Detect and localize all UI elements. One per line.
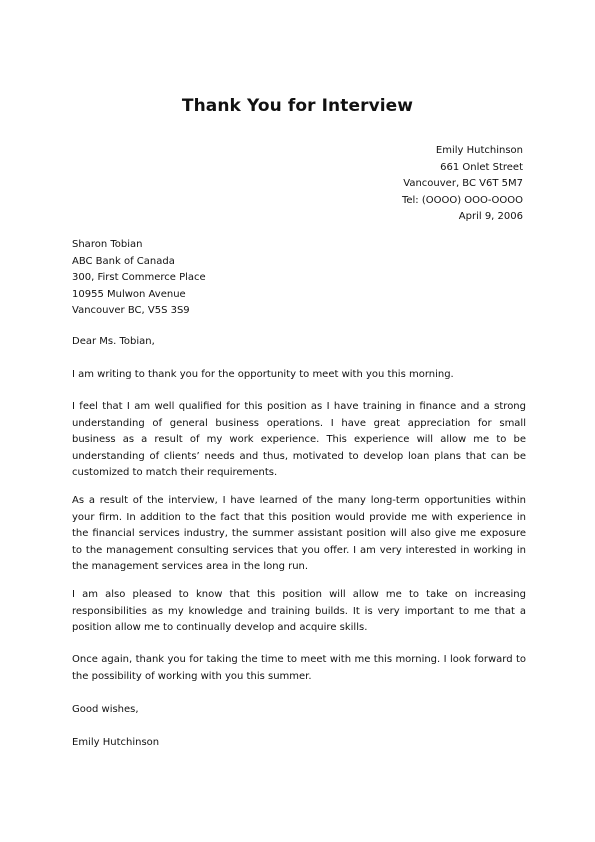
paragraph-5: Once again, thank you for taking the time to meet with me this morning. I look forward to the possibility of working with you this summer. (72, 654, 526, 682)
sender-block (223, 143, 523, 226)
letter-title: Thank You for Interview (181, 96, 414, 116)
paragraph-4: I am also pleased to know that this position will allow me to take on increasing responsibilities as my knowledge and training builds. It is very important to me that a position allow me to continually develop and acquire skills. (72, 589, 526, 634)
recipient-company: ABC Bank of Canada (72, 255, 175, 267)
paragraph-2: I feel that I am well qualified for this position as I have training in finance and a strong understanding of general business operations. I have great appreciation for small business as a result of my work experience. This experience will allow me to be understanding of clients’ needs and thus, motivated to develop loan plans that can be customized to match their requirements. (72, 401, 526, 479)
sender-street: 661 Onlet Street (440, 161, 523, 173)
paragraph-1: I am writing to thank you for the opportunity to meet with you this morning. (72, 369, 454, 380)
signature-name: Emily Hutchinson (72, 737, 160, 748)
closing: Good wishes, (72, 704, 139, 715)
sender-city: Vancouver, BC V6T 5M7 (403, 178, 523, 190)
salutation: Dear Ms. Tobian, (72, 336, 155, 347)
recipient-city: Vancouver BC, V5S 3S9 (72, 305, 190, 317)
paragraph-3: As a result of the interview, I have learned of the many long-term opportunities within your firm. In addition to the fact that this position would provide me with experience in the financial services industry, the summer assistant position will also give me exposure to the management consulting services that you offer. I am very interested in working in the management services area in the long run. (72, 495, 526, 573)
recipient-address-2: 10955 Mulwon Avenue (72, 288, 186, 300)
recipient-block (72, 237, 372, 320)
recipient-name: Sharon Tobian (72, 239, 143, 250)
recipient-address-1: 300, First Commerce Place (72, 272, 206, 284)
sender-tel: Tel: (ОООО) ООО-ОООО (401, 194, 523, 206)
sender-name: Emily Hutchinson (435, 145, 523, 156)
letter-date: April 9, 2006 (458, 211, 523, 223)
